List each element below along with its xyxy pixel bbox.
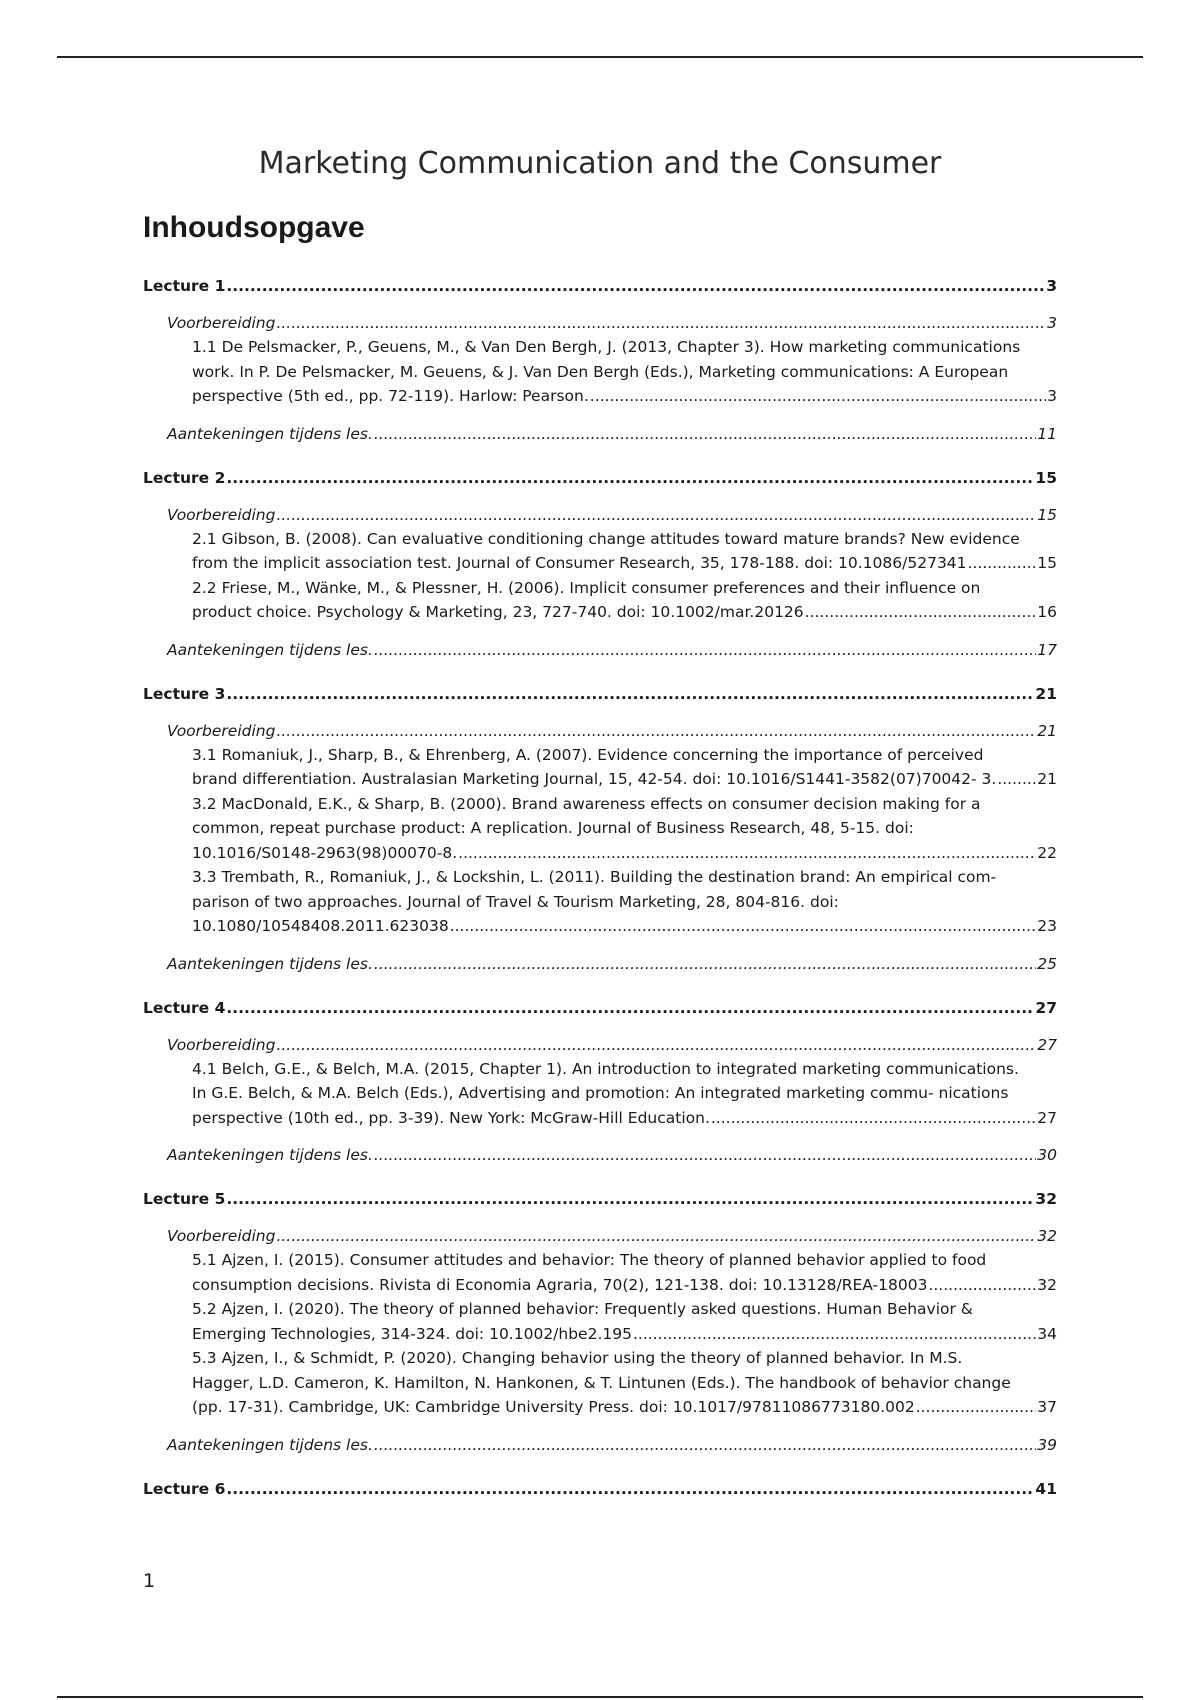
toc-label: Emerging Technologies, 314-324. doi: 10.1002/hbe2.195 [192,1324,632,1343]
toc-text-line: common, repeat purchase product: A replication. Journal of Business Research, 48, 5-15. doi: [192,819,914,837]
toc-page: 23 [1037,917,1057,935]
toc-page: 39 [1037,1435,1057,1454]
toc-page: 3 [1047,387,1057,405]
toc-leader [374,952,1036,976]
footer-rule [57,1696,1143,1698]
toc-text-line: 2.1 Gibson, B. (2008). Can evaluative conditioning change attitudes toward mature brands? New evidence [192,529,1020,548]
toc-page: 32 [1037,1275,1057,1294]
toc-text-line: parison of two approaches. Journal of Travel & Tourism Marketing, 28, 804-816. doi: [192,892,839,911]
toc-leader [226,1477,1034,1501]
toc-entry-reading-1-1[interactable] [143,335,1057,409]
toc-label: Voorbereiding [167,505,276,524]
toc-text-line: 3.1 Romaniuk, J., Sharp, B., & Ehrenberg, A. (2007). Evidence concerning the importance of perceived [192,745,984,764]
toc-label: brand differentiation. Australasian Marketing Journal, 15, 42-54. doi: 10.1016/S1441-3582(07)70042- 3. [192,770,997,788]
toc-entry-lecture-3-notes[interactable] [143,952,1057,976]
toc-entry-lecture-5-notes[interactable] [143,1433,1057,1457]
toc-page: 32 [1037,1227,1057,1245]
toc-leader [226,466,1034,490]
toc-entry-reading-3-1[interactable] [143,743,1057,792]
toc-leader [276,719,1036,743]
toc-entry-lecture-2-notes[interactable] [143,638,1057,662]
table-of-contents [143,274,1057,1501]
toc-page: 37 [1037,1398,1057,1416]
header-rule [57,56,1143,58]
toc-page: 27 [1037,1035,1057,1054]
toc-page: 11 [1037,424,1057,443]
document-title: Marketing Communication and the Consumer [258,146,942,181]
toc-leader [374,422,1036,446]
toc-page: 17 [1037,640,1057,659]
toc-leader [928,1273,1036,1298]
toc-leader [374,638,1036,662]
toc-page: 27 [1037,1108,1057,1127]
toc-page: 3 [1047,314,1057,332]
toc-entry-reading-4-1[interactable] [143,1057,1057,1131]
toc-entry-lecture-5-prep[interactable] [143,1224,1057,1248]
toc-entry-lecture-6[interactable] [143,1477,1057,1501]
toc-entry-lecture-4-notes[interactable] [143,1143,1057,1167]
toc-leader [590,384,1046,409]
toc-label: Lecture 5 [143,1190,226,1208]
toc-entry-reading-5-1[interactable] [143,1248,1057,1297]
toc-entry-lecture-4-prep[interactable] [143,1033,1057,1057]
toc-label: Aantekeningen tijdens les. [167,640,373,659]
toc-leader [711,1106,1036,1131]
toc-entry-lecture-3[interactable] [143,682,1057,706]
toc-page: 15 [1037,554,1057,572]
toc-entry-reading-2-2[interactable] [143,576,1057,625]
toc-label: 10.1080/10548408.2011.623038 [192,917,449,935]
toc-leader [916,1395,1037,1420]
toc-page: 32 [1035,1190,1057,1208]
toc-entry-lecture-1-prep[interactable] [143,311,1057,335]
toc-text-line: In G.E. Belch, & M.A. Belch (Eds.), Advertising and promotion: An integrated marketing commu- nications [192,1084,1009,1102]
toc-entry-reading-5-2[interactable] [143,1297,1057,1346]
toc-leader [997,767,1036,792]
toc-leader [276,503,1036,527]
toc-label: perspective (5th ed., pp. 72-119). Harlow: Pearson. [192,387,589,405]
toc-label: Aantekeningen tijdens les. [167,424,373,443]
toc-page: 22 [1037,843,1057,862]
toc-label: (pp. 17-31). Cambridge, UK: Cambridge University Press. doi: 10.1017/97811086773180.002 [192,1398,915,1416]
toc-entry-lecture-2-prep[interactable] [143,503,1057,527]
toc-entry-lecture-2[interactable] [143,466,1057,490]
toc-text-line: 5.2 Ajzen, I. (2020). The theory of planned behavior: Frequently asked questions. Human Behavior & [192,1300,973,1318]
toc-page: 15 [1037,505,1057,524]
toc-leader [374,1433,1036,1457]
toc-entry-reading-3-2[interactable] [143,792,1057,866]
toc-leader [374,1143,1036,1167]
toc-leader [226,1187,1034,1211]
toc-page: 15 [1035,468,1057,487]
toc-label: perspective (10th ed., pp. 3-39). New York: McGraw-Hill Education. [192,1108,710,1127]
toc-text-line: Hagger, L.D. Cameron, K. Hamilton, N. Hankonen, & T. Lintunen (Eds.). The handbook of behavior change [192,1373,1011,1392]
toc-label: Voorbereiding [167,1227,276,1245]
toc-label: Lecture 3 [143,684,226,703]
toc-leader [276,1033,1036,1057]
toc-leader [805,600,1037,625]
toc-label: product choice. Psychology & Marketing, 23, 727-740. doi: 10.1002/mar.20126 [192,603,804,621]
toc-entry-reading-2-1[interactable] [143,527,1057,576]
toc-label: Voorbereiding [167,314,276,332]
toc-page: 3 [1046,277,1057,295]
toc-text-line: 1.1 De Pelsmacker, P., Geuens, M., & Van Den Bergh, J. (2013, Chapter 3). How marketing communications [192,338,1021,356]
toc-label: Aantekeningen tijdens les. [167,954,373,973]
toc-label: 10.1016/S0148-2963(98)00070-8. [192,843,458,862]
toc-leader [276,311,1046,335]
toc-page: 25 [1037,954,1057,973]
toc-leader [226,682,1034,706]
toc-entry-lecture-5[interactable] [143,1187,1057,1211]
toc-page: 21 [1037,770,1057,788]
toc-label: Voorbereiding [167,1035,276,1054]
toc-page: 34 [1037,1324,1057,1343]
toc-label: Aantekeningen tijdens les. [167,1435,373,1454]
toc-entry-lecture-1[interactable] [143,274,1057,298]
toc-label: Voorbereiding [167,721,276,740]
toc-leader [458,841,1036,866]
toc-entry-reading-3-3[interactable] [143,865,1057,939]
toc-page: 21 [1037,721,1057,740]
toc-entry-lecture-3-prep[interactable] [143,719,1057,743]
toc-page: 21 [1035,684,1057,703]
toc-page: 41 [1035,1479,1057,1498]
toc-label: from the implicit association test. Journal of Consumer Research, 35, 178-188. doi: 10.1086/527341 [192,554,967,572]
toc-label: Aantekeningen tijdens les. [167,1146,373,1164]
toc-heading: Inhoudsopgave [143,211,365,244]
toc-leader [226,996,1034,1020]
toc-text-line: 3.3 Trembath, R., Romaniuk, J., & Lockshin, L. (2011). Building the destination brand: An empirical com- [192,868,997,886]
toc-label: consumption decisions. Rivista di Economia Agraria, 70(2), 121-138. doi: 10.13128/REA-18003 [192,1275,928,1294]
toc-label: Lecture 1 [143,277,226,295]
toc-entry-reading-5-3[interactable] [143,1346,1057,1420]
toc-text-line: 3.2 MacDonald, E.K., & Sharp, B. (2000). Brand awareness effects on consumer decision making for a [192,794,981,813]
toc-leader [226,274,1045,298]
toc-leader [450,914,1037,939]
toc-label: Lecture 2 [143,468,226,487]
toc-leader [968,551,1037,576]
toc-text-line: 5.1 Ajzen, I. (2015). Consumer attitudes and behavior: The theory of planned behavior applied to food [192,1251,987,1269]
toc-page: 16 [1037,603,1057,621]
toc-page: 27 [1035,998,1057,1017]
page-number: 1 [143,1570,156,1592]
toc-entry-lecture-4[interactable] [143,996,1057,1020]
toc-page: 30 [1037,1146,1057,1164]
toc-leader [276,1224,1036,1248]
toc-label: Lecture 6 [143,1479,226,1498]
toc-entry-lecture-1-notes[interactable] [143,422,1057,446]
toc-leader [633,1322,1036,1347]
toc-label: Lecture 4 [143,998,226,1017]
toc-text-line: work. In P. De Pelsmacker, M. Geuens, & J. Van Den Bergh (Eds.), Marketing communications: A European [192,362,1009,381]
toc-text-line: 2.2 Friese, M., Wänke, M., & Plessner, H. (2006). Implicit consumer preferences and their influence on [192,578,981,597]
toc-text-line: 5.3 Ajzen, I., & Schmidt, P. (2020). Changing behavior using the theory of planned behavior. In M.S. [192,1349,963,1367]
toc-text-line: 4.1 Belch, G.E., & Belch, M.A. (2015, Chapter 1). An introduction to integrated marketing communications. [192,1059,1019,1078]
